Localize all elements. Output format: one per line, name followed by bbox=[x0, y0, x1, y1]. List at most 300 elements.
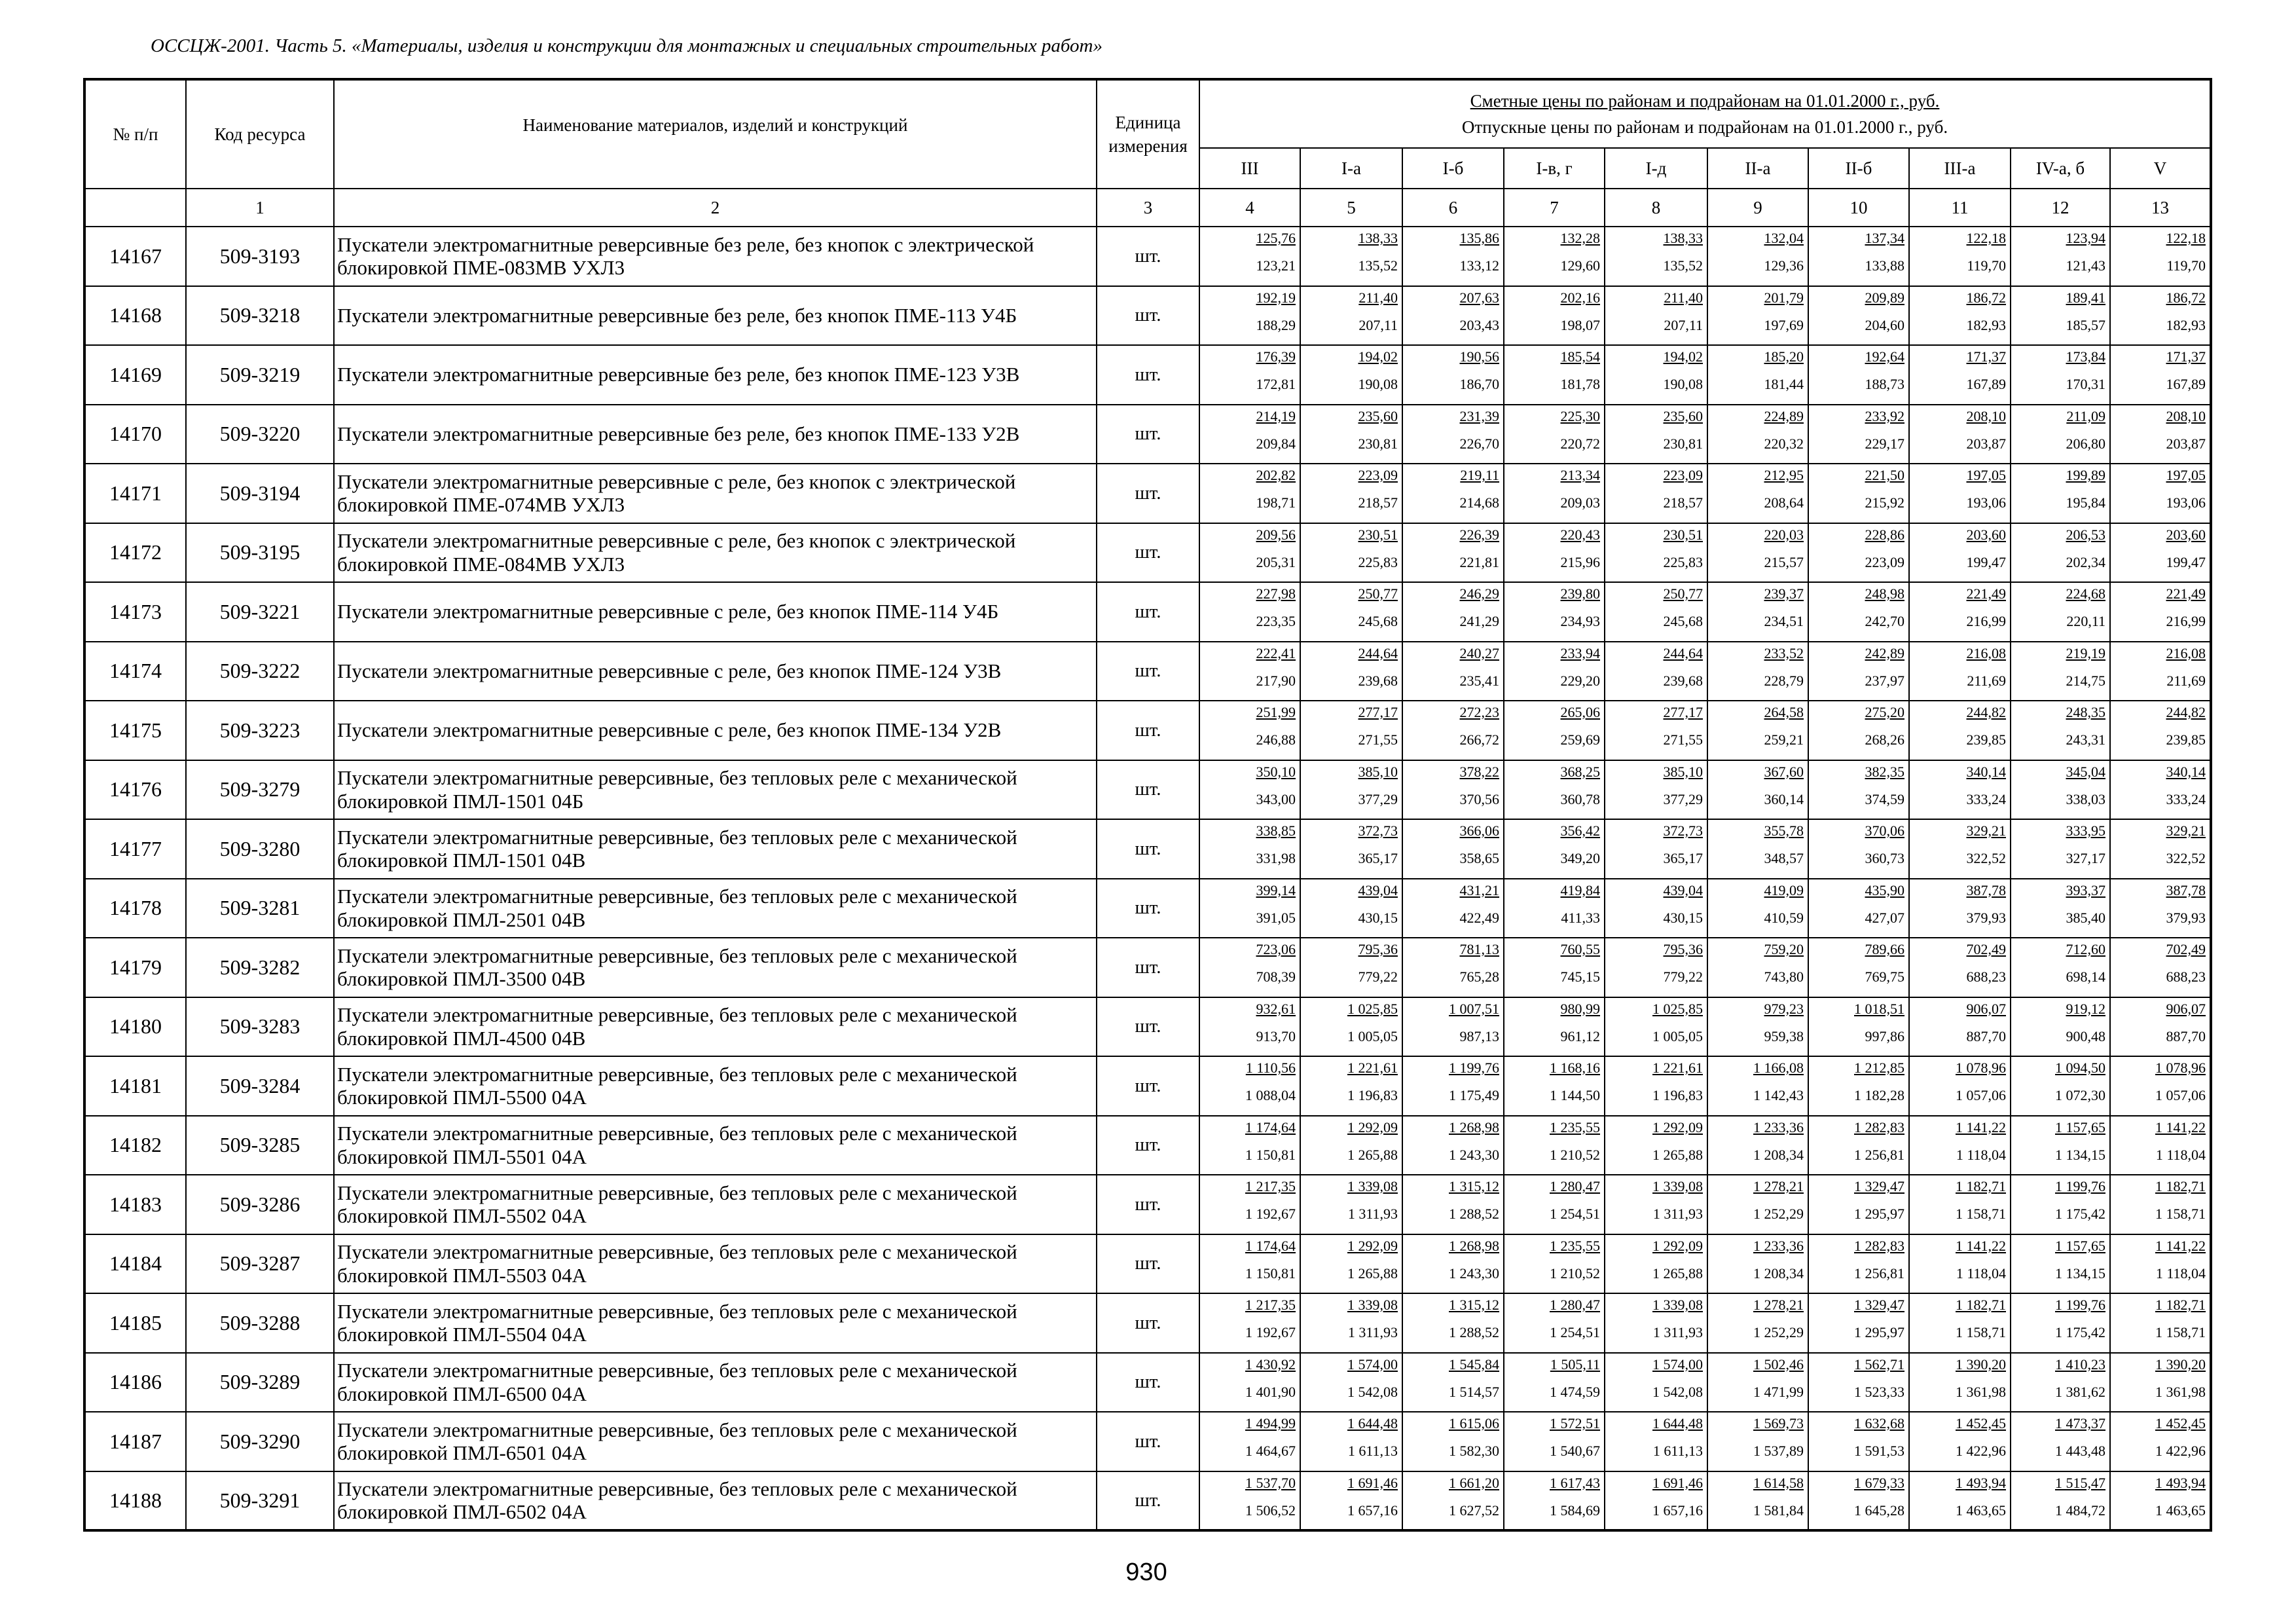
release-price: 216,99 bbox=[2166, 613, 2206, 629]
price-cell-col-6 bbox=[1402, 701, 1504, 760]
release-price: 370,56 bbox=[1459, 790, 1499, 807]
release-price: 207,11 bbox=[1358, 316, 1398, 333]
price-cell-col-10 bbox=[1808, 1234, 1909, 1294]
estimate-price: 225,30 bbox=[1560, 407, 1600, 424]
release-price: 1 311,93 bbox=[1347, 1324, 1398, 1340]
release-price: 193,06 bbox=[2166, 494, 2206, 511]
estimate-price: 1 572,51 bbox=[1550, 1415, 1600, 1431]
estimate-price-caption: Сметные цены по районам и подрайонам на 01.01.2000 г., руб. bbox=[1470, 91, 1940, 111]
estimate-price: 122,18 bbox=[1966, 230, 2006, 246]
release-price: 1 581,84 bbox=[1753, 1502, 1804, 1519]
release-price: 1 208,34 bbox=[1753, 1146, 1804, 1163]
release-price: 1 443,48 bbox=[2055, 1443, 2105, 1459]
price-cell-col-9 bbox=[1707, 523, 1808, 583]
price-cell-col-9 bbox=[1707, 1471, 1808, 1531]
estimate-price: 393,37 bbox=[2066, 881, 2105, 898]
price-cell-col-10 bbox=[1808, 642, 1909, 701]
release-price: 1 005,05 bbox=[1652, 1027, 1703, 1044]
release-price: 239,68 bbox=[1663, 672, 1703, 689]
price-cell-col-6 bbox=[1402, 760, 1504, 820]
estimate-price: 226,39 bbox=[1459, 526, 1499, 543]
release-price: 1 463,65 bbox=[2155, 1502, 2206, 1519]
release-price: 391,05 bbox=[1256, 909, 1296, 926]
price-cell-col-6 bbox=[1402, 938, 1504, 997]
estimate-price: 1 679,33 bbox=[1854, 1474, 1904, 1491]
estimate-price: 1 141,22 bbox=[2155, 1118, 2206, 1135]
estimate-price: 1 182,71 bbox=[1956, 1178, 2006, 1194]
material-name-cell: Пускатели электромагнитные реверсивные без реле, без кнопок с электрической блокировкой ПМЕ-083МВ УХЛ3 bbox=[334, 227, 1097, 286]
page-number: 930 bbox=[1125, 1559, 1167, 1586]
price-cell-col-11 bbox=[1909, 1293, 2011, 1353]
release-price: 246,88 bbox=[1256, 731, 1296, 748]
release-price: 377,29 bbox=[1663, 790, 1703, 807]
estimate-price: 1 233,36 bbox=[1753, 1118, 1804, 1135]
estimate-price: 206,53 bbox=[2066, 526, 2105, 543]
estimate-price: 173,84 bbox=[2066, 348, 2105, 365]
price-cell-col-5 bbox=[1300, 345, 1402, 405]
release-price: 195,84 bbox=[2066, 494, 2105, 511]
estimate-price: 214,19 bbox=[1256, 407, 1296, 424]
estimate-price: 251,99 bbox=[1256, 704, 1296, 720]
estimate-price: 233,94 bbox=[1560, 644, 1600, 661]
release-price: 185,57 bbox=[2066, 316, 2105, 333]
price-cell-col-12 bbox=[2011, 760, 2110, 820]
estimate-price: 171,37 bbox=[1966, 348, 2006, 365]
price-cell-col-8 bbox=[1605, 819, 1707, 879]
estimate-price: 223,09 bbox=[1663, 467, 1703, 483]
estimate-price: 219,19 bbox=[2066, 644, 2105, 661]
release-price: 218,57 bbox=[1663, 494, 1703, 511]
estimate-price: 176,39 bbox=[1256, 348, 1296, 365]
price-cell-col-10 bbox=[1808, 997, 1909, 1057]
estimate-price: 723,06 bbox=[1256, 941, 1296, 957]
estimate-price: 212,95 bbox=[1764, 467, 1804, 483]
release-price: 202,34 bbox=[2066, 553, 2105, 570]
release-price: 385,40 bbox=[2066, 909, 2105, 926]
release-price: 379,93 bbox=[2166, 909, 2206, 926]
header-unit: Единица измерения bbox=[1097, 79, 1199, 189]
unit-cell: шт. bbox=[1097, 642, 1199, 701]
row-number-cell: 14170 bbox=[84, 405, 186, 464]
estimate-price: 1 235,55 bbox=[1550, 1237, 1600, 1254]
estimate-price: 199,89 bbox=[2066, 467, 2105, 483]
price-cell-col-13 bbox=[2110, 464, 2211, 523]
release-price: 411,33 bbox=[1561, 909, 1600, 926]
resource-code-cell: 509-3289 bbox=[186, 1353, 334, 1412]
column-number-empty bbox=[84, 189, 186, 227]
estimate-price: 781,13 bbox=[1459, 941, 1499, 957]
material-name-cell: Пускатели электромагнитные реверсивные, без тепловых реле с механической блокировкой ПМЛ-5500 04А bbox=[334, 1056, 1097, 1116]
price-cell-col-7 bbox=[1504, 1056, 1605, 1116]
estimate-price: 185,54 bbox=[1560, 348, 1600, 365]
region-label: II-а bbox=[1707, 148, 1808, 189]
price-cell-col-4 bbox=[1199, 1234, 1300, 1294]
release-price: 1 196,83 bbox=[1652, 1087, 1703, 1103]
release-price: 1 464,67 bbox=[1245, 1443, 1296, 1459]
estimate-price: 1 278,21 bbox=[1753, 1297, 1804, 1313]
release-price: 188,73 bbox=[1865, 376, 1904, 392]
price-cell-col-7 bbox=[1504, 1175, 1605, 1234]
release-price: 199,47 bbox=[1966, 553, 2006, 570]
price-cell-col-12 bbox=[2011, 819, 2110, 879]
unit-cell: шт. bbox=[1097, 1234, 1199, 1294]
estimate-price: 1 199,76 bbox=[2055, 1178, 2105, 1194]
estimate-price: 250,77 bbox=[1663, 585, 1703, 602]
price-cell-col-12 bbox=[2011, 345, 2110, 405]
release-price: 119,70 bbox=[1967, 257, 2006, 274]
release-price-caption: Отпускные цены по районам и подрайонам на 01.01.2000 г., руб. bbox=[1461, 117, 1948, 137]
release-price: 1 295,97 bbox=[1854, 1206, 1904, 1222]
release-price: 1 514,57 bbox=[1449, 1383, 1499, 1400]
release-price: 365,17 bbox=[1358, 850, 1398, 866]
material-name-cell: Пускатели электромагнитные реверсивные без реле, без кнопок ПМЕ-113 У4Б bbox=[334, 286, 1097, 346]
estimate-price: 222,41 bbox=[1256, 644, 1296, 661]
release-price: 1 072,30 bbox=[2055, 1087, 2105, 1103]
release-price: 245,68 bbox=[1663, 613, 1703, 629]
region-label: IV-а, б bbox=[2011, 148, 2110, 189]
price-cell-col-7 bbox=[1504, 701, 1605, 760]
release-price: 1 537,89 bbox=[1753, 1443, 1804, 1459]
estimate-price: 1 452,45 bbox=[1956, 1415, 2006, 1431]
estimate-price: 760,55 bbox=[1560, 941, 1600, 957]
estimate-price: 368,25 bbox=[1560, 763, 1600, 780]
row-number-cell: 14179 bbox=[84, 938, 186, 997]
estimate-price: 1 329,47 bbox=[1854, 1178, 1904, 1194]
price-cell-col-10 bbox=[1808, 582, 1909, 642]
estimate-price: 1 182,71 bbox=[2155, 1297, 2206, 1313]
table-row bbox=[84, 879, 2211, 938]
price-cell-col-6 bbox=[1402, 227, 1504, 286]
estimate-price: 1 329,47 bbox=[1854, 1297, 1904, 1313]
price-cell-col-5 bbox=[1300, 1353, 1402, 1412]
region-label: I-б bbox=[1402, 148, 1504, 189]
estimate-price: 1 562,71 bbox=[1854, 1356, 1904, 1373]
release-price: 1 057,06 bbox=[2155, 1087, 2206, 1103]
release-price: 1 311,93 bbox=[1652, 1324, 1703, 1340]
estimate-price: 208,10 bbox=[1966, 407, 2006, 424]
release-price: 1 088,04 bbox=[1245, 1087, 1296, 1103]
estimate-price: 244,64 bbox=[1358, 644, 1398, 661]
region-label: V bbox=[2110, 148, 2211, 189]
release-price: 215,57 bbox=[1764, 553, 1804, 570]
estimate-price: 277,17 bbox=[1358, 704, 1398, 720]
release-price: 1 158,71 bbox=[1956, 1206, 2006, 1222]
release-price: 205,31 bbox=[1256, 553, 1296, 570]
price-cell-col-12 bbox=[2011, 1353, 2110, 1412]
release-price: 220,11 bbox=[2066, 613, 2105, 629]
release-price: 1 210,52 bbox=[1550, 1264, 1600, 1282]
release-price: 197,69 bbox=[1764, 316, 1804, 333]
estimate-price: 235,60 bbox=[1663, 407, 1703, 424]
release-price: 743,80 bbox=[1764, 969, 1804, 985]
material-name-cell: Пускатели электромагнитные реверсивные с реле, без кнопок ПМЕ-134 У2В bbox=[334, 701, 1097, 760]
release-price: 1 208,34 bbox=[1753, 1264, 1804, 1282]
release-price: 1 311,93 bbox=[1347, 1206, 1398, 1222]
release-price: 133,88 bbox=[1865, 257, 1904, 274]
estimate-price: 356,42 bbox=[1560, 822, 1600, 839]
column-number: 13 bbox=[2110, 189, 2211, 227]
estimate-price: 1 292,09 bbox=[1652, 1237, 1703, 1254]
price-cell-col-8 bbox=[1605, 938, 1707, 997]
price-cell-col-4 bbox=[1199, 938, 1300, 997]
price-cell-col-5 bbox=[1300, 701, 1402, 760]
price-cell-col-6 bbox=[1402, 1471, 1504, 1531]
estimate-price: 1 233,36 bbox=[1753, 1237, 1804, 1254]
price-cell-col-10 bbox=[1808, 1056, 1909, 1116]
estimate-price: 1 339,08 bbox=[1347, 1178, 1398, 1194]
release-price: 1 288,52 bbox=[1449, 1324, 1499, 1340]
estimate-price: 221,50 bbox=[1865, 467, 1904, 483]
price-cell-col-4 bbox=[1199, 1412, 1300, 1471]
estimate-price: 431,21 bbox=[1459, 881, 1499, 898]
estimate-price: 123,94 bbox=[2066, 230, 2105, 246]
price-cell-col-7 bbox=[1504, 997, 1605, 1057]
row-number-cell: 14167 bbox=[84, 227, 186, 286]
price-cell-col-4 bbox=[1199, 405, 1300, 464]
price-cell-col-5 bbox=[1300, 1293, 1402, 1353]
release-price: 1 150,81 bbox=[1245, 1264, 1296, 1282]
estimate-price: 203,60 bbox=[2166, 526, 2206, 543]
price-cell-col-5 bbox=[1300, 997, 1402, 1057]
estimate-price: 211,40 bbox=[1664, 289, 1703, 306]
estimate-price: 1 315,12 bbox=[1449, 1178, 1499, 1194]
price-cell-col-6 bbox=[1402, 286, 1504, 346]
price-cell-col-9 bbox=[1707, 1412, 1808, 1471]
release-price: 215,96 bbox=[1560, 553, 1600, 570]
release-price: 245,68 bbox=[1358, 613, 1398, 629]
price-cell-col-7 bbox=[1504, 523, 1605, 583]
release-price: 271,55 bbox=[1358, 731, 1398, 748]
material-name-cell: Пускатели электромагнитные реверсивные, без тепловых реле с механической блокировкой ПМЛ-2501 04В bbox=[334, 879, 1097, 938]
estimate-price: 1 025,85 bbox=[1652, 1000, 1703, 1017]
material-name-cell: Пускатели электромагнитные реверсивные с реле, без кнопок ПМЕ-124 У3В bbox=[334, 642, 1097, 701]
estimate-price: 385,10 bbox=[1358, 763, 1398, 780]
price-cell-col-8 bbox=[1605, 345, 1707, 405]
price-cell-col-5 bbox=[1300, 819, 1402, 879]
unit-cell: шт. bbox=[1097, 819, 1199, 879]
price-cell-col-8 bbox=[1605, 1056, 1707, 1116]
price-cell-col-4 bbox=[1199, 582, 1300, 642]
price-cell-col-9 bbox=[1707, 819, 1808, 879]
region-label: II-б bbox=[1808, 148, 1909, 189]
estimate-price: 246,29 bbox=[1459, 585, 1499, 602]
price-cell-col-9 bbox=[1707, 286, 1808, 346]
price-cell-col-12 bbox=[2011, 227, 2110, 286]
estimate-price: 1 339,08 bbox=[1347, 1297, 1398, 1313]
estimate-price: 190,56 bbox=[1459, 348, 1499, 365]
price-cell-col-13 bbox=[2110, 1234, 2211, 1294]
price-cell-col-5 bbox=[1300, 464, 1402, 523]
estimate-price: 240,27 bbox=[1459, 644, 1499, 661]
estimate-price: 1 141,22 bbox=[1956, 1118, 2006, 1135]
release-price: 333,24 bbox=[2166, 790, 2206, 807]
release-price: 204,60 bbox=[1865, 316, 1904, 333]
release-price: 1 256,81 bbox=[1854, 1264, 1904, 1282]
estimate-price: 242,89 bbox=[1865, 644, 1904, 661]
release-price: 1 175,42 bbox=[2055, 1324, 2105, 1340]
release-price: 217,90 bbox=[1256, 672, 1296, 689]
estimate-price: 1 545,84 bbox=[1449, 1356, 1499, 1373]
estimate-price: 1 537,70 bbox=[1245, 1474, 1296, 1491]
price-cell-col-8 bbox=[1605, 1116, 1707, 1175]
release-price: 133,12 bbox=[1459, 257, 1499, 274]
price-cell-col-12 bbox=[2011, 1293, 2110, 1353]
resource-code-cell: 509-3282 bbox=[186, 938, 334, 997]
price-cell-col-4 bbox=[1199, 1293, 1300, 1353]
price-cell-col-4 bbox=[1199, 760, 1300, 820]
table-row bbox=[84, 464, 2211, 523]
resource-code-cell: 509-3281 bbox=[186, 879, 334, 938]
estimate-price: 712,60 bbox=[2066, 941, 2105, 957]
price-cell-col-11 bbox=[1909, 701, 2011, 760]
estimate-price: 1 007,51 bbox=[1449, 1000, 1499, 1017]
estimate-price: 248,98 bbox=[1865, 585, 1904, 602]
release-price: 1 361,98 bbox=[1956, 1383, 2006, 1400]
release-price: 1 192,67 bbox=[1245, 1324, 1296, 1340]
estimate-price: 919,12 bbox=[2066, 1000, 2105, 1017]
estimate-price: 1 493,94 bbox=[1956, 1474, 2006, 1491]
price-cell-col-10 bbox=[1808, 345, 1909, 405]
estimate-price: 1 691,46 bbox=[1347, 1474, 1398, 1491]
unit-cell: шт. bbox=[1097, 405, 1199, 464]
release-price: 377,29 bbox=[1358, 790, 1398, 807]
release-price: 1 523,33 bbox=[1854, 1383, 1904, 1400]
release-price: 188,29 bbox=[1256, 316, 1296, 333]
estimate-price: 220,43 bbox=[1560, 526, 1600, 543]
estimate-price: 1 691,46 bbox=[1652, 1474, 1703, 1491]
price-cell-col-4 bbox=[1199, 1471, 1300, 1531]
resource-code-cell: 509-3280 bbox=[186, 819, 334, 879]
price-cell-col-13 bbox=[2110, 1293, 2211, 1353]
price-cell-col-6 bbox=[1402, 1293, 1504, 1353]
price-cell-col-9 bbox=[1707, 879, 1808, 938]
unit-cell: шт. bbox=[1097, 582, 1199, 642]
row-number-cell: 14172 bbox=[84, 523, 186, 583]
estimate-price: 1 292,09 bbox=[1347, 1118, 1398, 1135]
column-number: 11 bbox=[1909, 189, 2011, 227]
release-price: 1 118,04 bbox=[2155, 1146, 2206, 1163]
table-row bbox=[84, 1471, 2211, 1531]
column-number: 9 bbox=[1707, 189, 1808, 227]
header-row-number: № п/п bbox=[84, 79, 186, 189]
release-price: 1 540,67 bbox=[1550, 1443, 1600, 1459]
price-cell-col-8 bbox=[1605, 879, 1707, 938]
release-price: 206,80 bbox=[2066, 435, 2105, 452]
estimate-price: 197,05 bbox=[1966, 467, 2006, 483]
release-price: 1 295,97 bbox=[1854, 1324, 1904, 1340]
estimate-price: 213,34 bbox=[1560, 467, 1600, 483]
price-cell-col-8 bbox=[1605, 286, 1707, 346]
release-price: 1 265,88 bbox=[1652, 1146, 1703, 1163]
material-name-cell: Пускатели электромагнитные реверсивные, без тепловых реле с механической блокировкой ПМЛ-6501 04А bbox=[334, 1412, 1097, 1471]
price-cell-col-11 bbox=[1909, 997, 2011, 1057]
estimate-price: 1 174,64 bbox=[1245, 1237, 1296, 1254]
price-cell-col-4 bbox=[1199, 642, 1300, 701]
unit-cell: шт. bbox=[1097, 227, 1199, 286]
release-price: 211,69 bbox=[1967, 672, 2006, 689]
release-price: 1 196,83 bbox=[1347, 1087, 1398, 1103]
resource-code-cell: 509-3193 bbox=[186, 227, 334, 286]
release-price: 1 057,06 bbox=[1956, 1087, 2006, 1103]
estimate-price: 221,49 bbox=[2166, 585, 2206, 602]
estimate-price: 277,17 bbox=[1663, 704, 1703, 720]
price-cell-col-13 bbox=[2110, 642, 2211, 701]
price-cell-col-7 bbox=[1504, 345, 1605, 405]
release-price: 193,06 bbox=[1966, 494, 2006, 511]
release-price: 1 118,04 bbox=[2155, 1264, 2206, 1282]
price-cell-col-5 bbox=[1300, 227, 1402, 286]
column-number: 7 bbox=[1504, 189, 1605, 227]
release-price: 1 484,72 bbox=[2055, 1502, 2105, 1519]
price-cell-col-12 bbox=[2011, 286, 2110, 346]
row-number-cell: 14183 bbox=[84, 1175, 186, 1234]
price-cell-col-9 bbox=[1707, 1353, 1808, 1412]
release-price: 1 158,71 bbox=[2155, 1206, 2206, 1222]
estimate-price: 265,06 bbox=[1560, 704, 1600, 720]
release-price: 243,31 bbox=[2066, 731, 2105, 748]
release-price: 1 254,51 bbox=[1550, 1324, 1600, 1340]
price-cell-col-7 bbox=[1504, 642, 1605, 701]
price-cell-col-11 bbox=[1909, 1116, 2011, 1175]
release-price: 215,92 bbox=[1865, 494, 1904, 511]
price-cell-col-6 bbox=[1402, 642, 1504, 701]
release-price: 182,93 bbox=[1966, 316, 2006, 333]
release-price: 1 401,90 bbox=[1245, 1383, 1296, 1400]
table-row bbox=[84, 1056, 2211, 1116]
estimate-price: 1 268,98 bbox=[1449, 1118, 1499, 1135]
column-number: 10 bbox=[1808, 189, 1909, 227]
release-price: 1 118,04 bbox=[1956, 1264, 2006, 1282]
estimate-price: 219,11 bbox=[1460, 467, 1499, 483]
price-cell-col-10 bbox=[1808, 286, 1909, 346]
release-price: 209,84 bbox=[1256, 435, 1296, 452]
resource-code-cell: 509-3284 bbox=[186, 1056, 334, 1116]
material-name-cell: Пускатели электромагнитные реверсивные, без тепловых реле с механической блокировкой ПМЛ-3500 04В bbox=[334, 938, 1097, 997]
price-cell-col-7 bbox=[1504, 938, 1605, 997]
price-cell-col-13 bbox=[2110, 997, 2211, 1057]
release-price: 1 471,99 bbox=[1753, 1383, 1804, 1400]
column-number: 4 bbox=[1199, 189, 1300, 227]
release-price: 365,17 bbox=[1663, 850, 1703, 866]
estimate-price: 1 157,65 bbox=[2055, 1118, 2105, 1135]
release-price: 203,87 bbox=[1966, 435, 2006, 452]
price-cell-col-5 bbox=[1300, 1175, 1402, 1234]
estimate-price: 1 280,47 bbox=[1550, 1297, 1600, 1313]
estimate-price: 1 199,76 bbox=[1449, 1060, 1499, 1076]
release-price: 229,17 bbox=[1865, 435, 1904, 452]
estimate-price: 1 268,98 bbox=[1449, 1237, 1499, 1254]
release-price: 360,73 bbox=[1865, 850, 1904, 866]
price-cell-col-13 bbox=[2110, 701, 2211, 760]
release-price: 1 645,28 bbox=[1854, 1502, 1904, 1519]
release-price: 225,83 bbox=[1663, 553, 1703, 570]
release-price: 779,22 bbox=[1663, 969, 1703, 985]
estimate-price: 1 644,48 bbox=[1652, 1415, 1703, 1431]
price-table bbox=[83, 78, 2212, 1532]
price-cell-col-9 bbox=[1707, 345, 1808, 405]
release-price: 234,51 bbox=[1764, 613, 1804, 629]
estimate-price: 1 502,46 bbox=[1753, 1356, 1804, 1373]
estimate-price: 171,37 bbox=[2166, 348, 2206, 365]
row-number-cell: 14182 bbox=[84, 1116, 186, 1175]
estimate-price: 244,82 bbox=[2166, 704, 2206, 720]
row-number-cell: 14168 bbox=[84, 286, 186, 346]
price-cell-col-9 bbox=[1707, 1056, 1808, 1116]
release-price: 961,12 bbox=[1560, 1027, 1600, 1044]
estimate-price: 186,72 bbox=[2166, 289, 2206, 306]
release-price: 1 150,81 bbox=[1245, 1146, 1296, 1163]
estimate-price: 382,35 bbox=[1865, 763, 1904, 780]
